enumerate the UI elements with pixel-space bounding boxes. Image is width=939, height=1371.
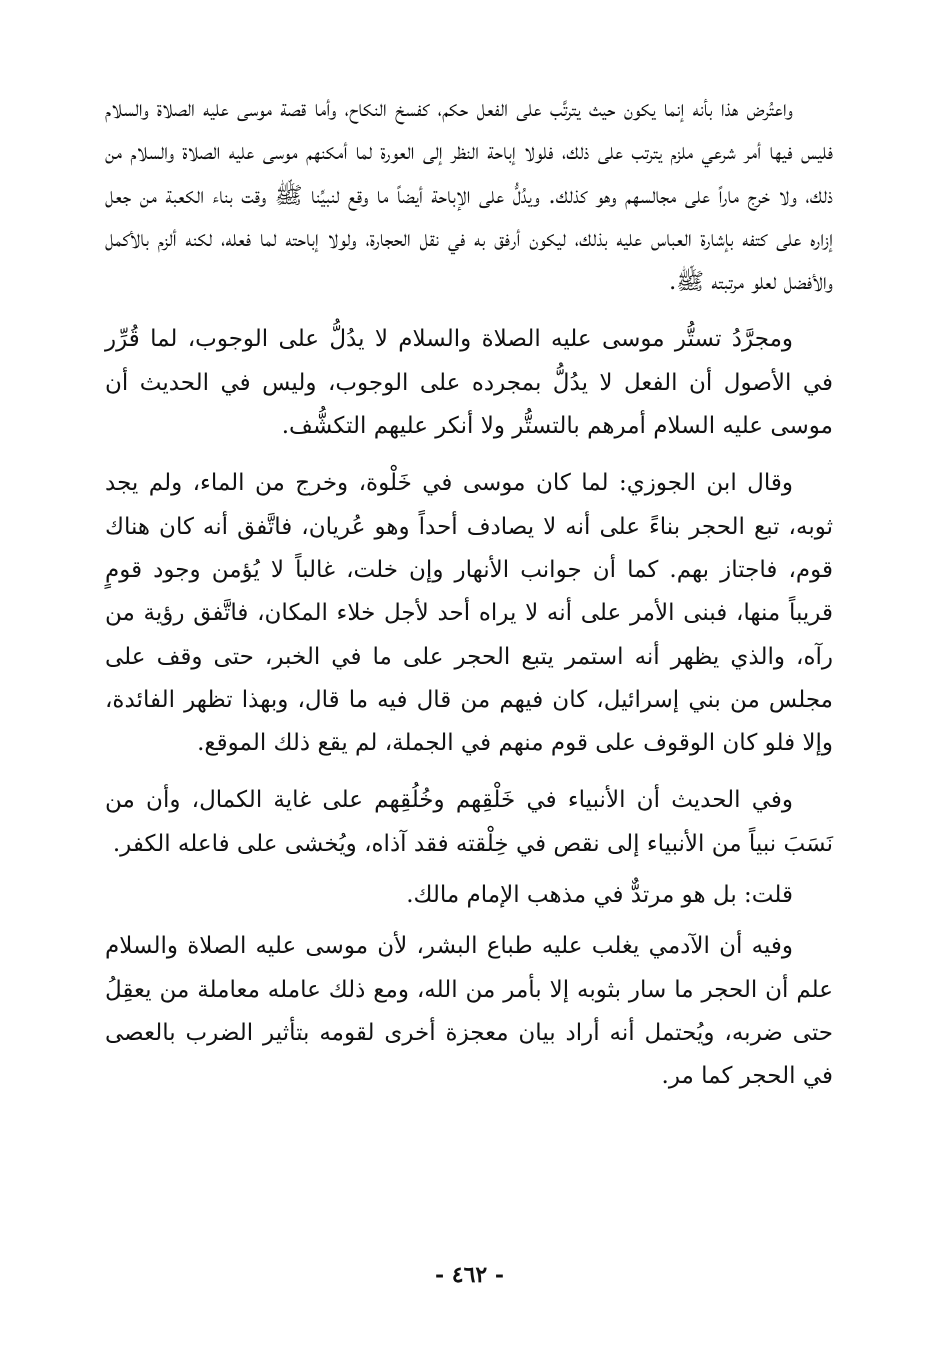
- paragraph-2: ومجرَّدُ تستُّر موسى عليه الصلاة والسلام لا يدُلُّ على الوجوب، لما قُرِّر في الأصول أن الفعل لا يدُلُّ بمجرده على الوجوب، وليس في الحديث أن موسى عليه السلام أمرهم بالتستُّر ولا أنكر عليهم التكشُّف.: [105, 326, 833, 440]
- paragraph-6: وفيه أن الآدمي يغلب عليه طباع البشر، لأن موسى عليه الصلاة والسلام علم أن الحجر ما سار بثوبه إلا بأمر من الله، ومع ذلك عامله معاملة من يعقِلُ حتى ضربه، ويُحتمل أنه أراد بيان معجزة أخرى لقومه بتأثير الضرب بالعصى في الحجر كما مر.: [105, 933, 833, 1090]
- page-number: - ٤٦٢ -: [434, 1262, 505, 1288]
- paragraph-1: واعتُرض هذا بأنه إنما يكون حيث يترتَّب على الفعل حكم، كفسخ النكاح، وأما قصة موسى عليه الصلاة والسلام فليس فيها أمر شرعي ملزم يترتب على ذلك، فلولا إباحة النظر إلى العورة لما أمكنهم موسى عليه الصلاة والسلام من ذلك، ولا خرج ماراً على مجالسهم وهو كذلك. ويدُلُّ على الإباحة أيضاً ما وقع لنبيِّنا ﷺ وقت بناء الكعبة من جعل إزاره على كتفه بإشارة العباس عليه بذلك، ليكون أرفق به في نقل الحجارة، ولولا إباحته لما فعله، لكنه ألزم بالأكمل والأفضل لعلو مرتبته ﷺ.: [105, 96, 833, 296]
- paragraph-3: وقال ابن الجوزي: لما كان موسى في خَلْوة، وخرج من الماء، ولم يجد ثوبه، تبع الحجر بناءً على أنه لا يصادف أحداً وهو عُريان، فاتَّفق أنه كان هناك قوم، فاجتاز بهم. كما أن جوانب الأنهار وإن خلت، غالباً لا يُؤمن وجود قومٍ قريباً منها، فبنى الأمر على أنه لا يراه أحد لأجل خلاء المكان، فاتَّفق رؤية من رآه، والذي يظهر أنه استمر يتبع الحجر على ما في الخبر، حتى وقف على مجلس من بني إسرائيل، كان فيهم من قال فيه ما قال، وبهذا تظهر الفائدة، وإلا فلو كان الوقوف على قوم منهم في الجملة، لم يقع ذلك الموقع.: [105, 470, 833, 757]
- body-text: [105, 88, 833, 1113]
- paragraph-5: قلت: بل هو مرتدٌّ في مذهب الإمام مالك.: [406, 882, 793, 909]
- paragraph-4: وفي الحديث أن الأنبياء في خَلْقِهم وخُلُقِهم على غاية الكمال، وأن من نَسَبَ نبياً من الأنبياء إلى نقص في خِلْقته فقد آذاه، ويُخشى على فاعله الكفر.: [105, 787, 833, 857]
